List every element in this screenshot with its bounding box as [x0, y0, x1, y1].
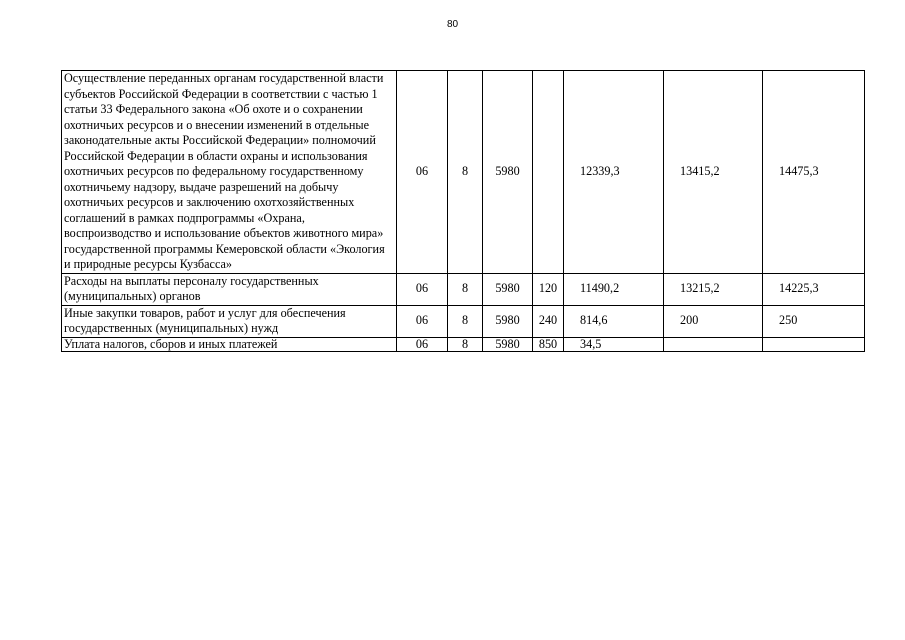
expense-type-code: 850: [533, 337, 564, 351]
section-code: 06: [397, 273, 448, 305]
row-description: Осуществление переданных органам государственной власти субъектов Российской Федерации в соответствии с частью 1 статьи 33 Федерального закона «Об охоте и о сохранении охотничьих ресурсов и о внесении изменений в отдельные законодательные акты Российской Федерации» полномочий Российской Федерации в области охраны и использования охотничьих ресурсов по федеральному государственному охотничьему надзору, выдаче разрешений на добычу охотничьих ресурсов и заключению охотхозяйственных соглашений в рамках подпрограммы «Охрана, воспроизводство и использование объектов животного мира» государственной программы Кемеровской области «Экология и природные ресурсы Кузбасса»: [62, 71, 397, 274]
row-description: Иные закупки товаров, работ и услуг для обеспечения государственных (муниципальных) нужд: [62, 305, 397, 337]
amount-year-2: [664, 337, 763, 351]
table-row: [62, 337, 865, 351]
subsection-code: 8: [448, 337, 483, 351]
page-number: 80: [446, 19, 459, 30]
expense-type-code: 240: [533, 305, 564, 337]
expense-type-code: 120: [533, 273, 564, 305]
section-code: 06: [397, 71, 448, 274]
row-description: Уплата налогов, сборов и иных платежей: [62, 337, 397, 351]
amount-year-1: 12339,3: [564, 71, 664, 274]
row-description: Расходы на выплаты персоналу государственных (муниципальных) органов: [62, 273, 397, 305]
amount-year-1: 814,6: [564, 305, 664, 337]
amount-year-3: 250: [763, 305, 865, 337]
amount-year-3: 14225,3: [763, 273, 865, 305]
amount-year-2: 13215,2: [664, 273, 763, 305]
subsection-code: 8: [448, 273, 483, 305]
table-row: [62, 71, 865, 274]
section-code: 06: [397, 337, 448, 351]
amount-year-3: [763, 337, 865, 351]
subsection-code: 8: [448, 305, 483, 337]
amount-year-1: 11490,2: [564, 273, 664, 305]
amount-year-2: 13415,2: [664, 71, 763, 274]
table-row: [62, 273, 865, 305]
expense-type-code: [533, 71, 564, 274]
amount-year-3: 14475,3: [763, 71, 865, 274]
budget-table: [61, 70, 865, 352]
amount-year-2: 200: [664, 305, 763, 337]
target-article-code: 5980: [483, 305, 533, 337]
section-code: 06: [397, 305, 448, 337]
target-article-code: 5980: [483, 71, 533, 274]
subsection-code: 8: [448, 71, 483, 274]
table-row: [62, 305, 865, 337]
target-article-code: 5980: [483, 273, 533, 305]
target-article-code: 5980: [483, 337, 533, 351]
amount-year-1: 34,5: [564, 337, 664, 351]
